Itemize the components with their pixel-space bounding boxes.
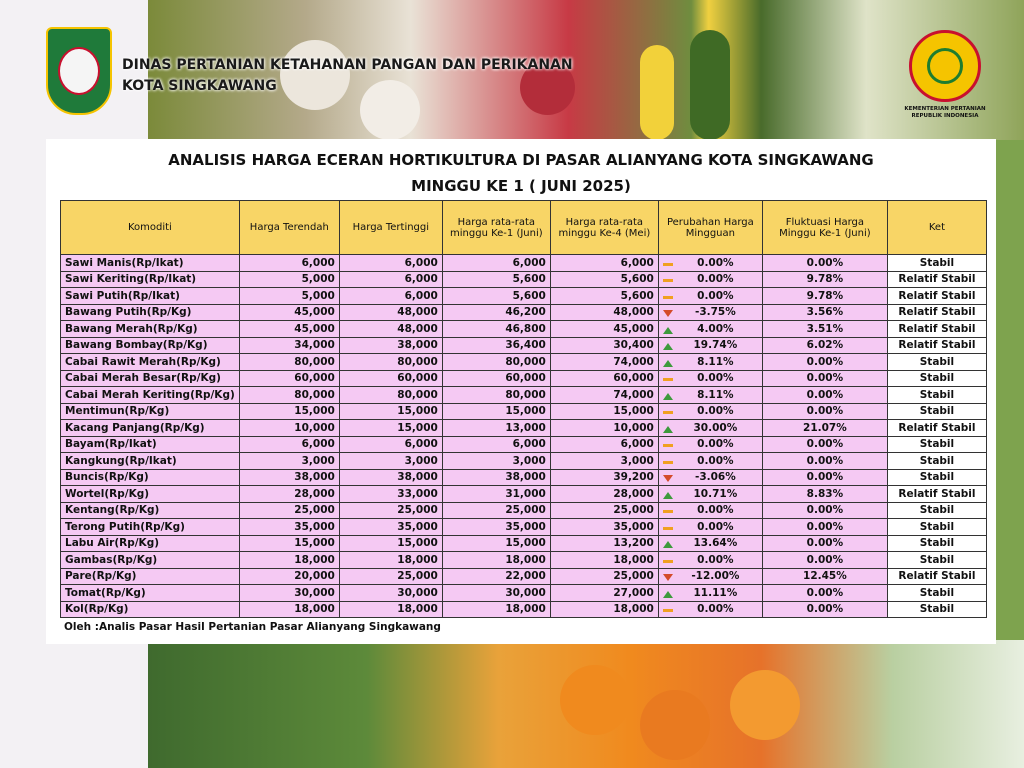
header-weekly-change: Perubahan Harga Mingguan bbox=[658, 201, 762, 255]
cell-avg-week1: 15,000 bbox=[442, 535, 550, 552]
cell-fluctuation: 0.00% bbox=[762, 585, 887, 602]
cell-harga-tertinggi: 6,000 bbox=[339, 271, 442, 288]
cell-komoditi: Bawang Bombay(Rp/Kg) bbox=[61, 337, 240, 354]
cell-avg-week4: 27,000 bbox=[550, 585, 658, 602]
cell-harga-tertinggi: 15,000 bbox=[339, 403, 442, 420]
cell-avg-week4: 5,600 bbox=[550, 288, 658, 305]
table-row bbox=[61, 420, 987, 437]
cell-harga-tertinggi: 25,000 bbox=[339, 568, 442, 585]
table-row bbox=[61, 387, 987, 404]
change-value: 0.00% bbox=[697, 438, 734, 451]
change-value: 0.00% bbox=[697, 603, 734, 616]
trend-down-icon bbox=[663, 475, 673, 482]
cell-harga-tertinggi: 35,000 bbox=[339, 519, 442, 536]
table-header-row bbox=[61, 201, 987, 255]
change-value: 0.00% bbox=[697, 273, 734, 286]
cell-harga-tertinggi: 25,000 bbox=[339, 502, 442, 519]
trend-flat-icon bbox=[663, 296, 673, 299]
table-row bbox=[61, 304, 987, 321]
cell-avg-week4: 28,000 bbox=[550, 486, 658, 503]
trend-up-icon bbox=[663, 393, 673, 400]
cell-avg-week4: 25,000 bbox=[550, 568, 658, 585]
cell-komoditi: Cabai Merah Besar(Rp/Kg) bbox=[61, 370, 240, 387]
cell-fluctuation: 0.00% bbox=[762, 453, 887, 470]
cell-harga-terendah: 34,000 bbox=[239, 337, 339, 354]
cell-weekly-change bbox=[658, 304, 762, 321]
cell-avg-week4: 48,000 bbox=[550, 304, 658, 321]
cell-avg-week4: 6,000 bbox=[550, 436, 658, 453]
table-row bbox=[61, 321, 987, 338]
cell-fluctuation: 0.00% bbox=[762, 354, 887, 371]
cell-weekly-change bbox=[658, 255, 762, 272]
cell-fluctuation: 6.02% bbox=[762, 337, 887, 354]
ministry-seal-icon bbox=[909, 30, 981, 102]
cell-harga-terendah: 20,000 bbox=[239, 568, 339, 585]
cell-harga-terendah: 80,000 bbox=[239, 387, 339, 404]
table-row bbox=[61, 601, 987, 618]
cell-harga-terendah: 15,000 bbox=[239, 535, 339, 552]
cell-fluctuation: 0.00% bbox=[762, 519, 887, 536]
cell-fluctuation: 8.83% bbox=[762, 486, 887, 503]
cell-weekly-change bbox=[658, 453, 762, 470]
change-value: 19.74% bbox=[693, 339, 738, 352]
change-value: 8.11% bbox=[697, 388, 734, 401]
trend-up-icon bbox=[663, 426, 673, 433]
source-note: Oleh :Analis Pasar Hasil Pertanian Pasar Alianyang Singkawang bbox=[64, 621, 441, 633]
cell-harga-terendah: 25,000 bbox=[239, 502, 339, 519]
cell-ket: Stabil bbox=[887, 403, 986, 420]
cell-weekly-change bbox=[658, 568, 762, 585]
cell-komoditi: Wortel(Rp/Kg) bbox=[61, 486, 240, 503]
cell-avg-week1: 22,000 bbox=[442, 568, 550, 585]
table-row bbox=[61, 453, 987, 470]
cell-weekly-change bbox=[658, 469, 762, 486]
trend-up-icon bbox=[663, 343, 673, 350]
cell-harga-terendah: 18,000 bbox=[239, 601, 339, 618]
trend-down-icon bbox=[663, 574, 673, 581]
ministry-of-agriculture-logo bbox=[904, 30, 986, 120]
cell-avg-week4: 35,000 bbox=[550, 519, 658, 536]
cell-avg-week1: 35,000 bbox=[442, 519, 550, 536]
cell-ket: Relatif Stabil bbox=[887, 288, 986, 305]
cell-ket: Stabil bbox=[887, 502, 986, 519]
cell-avg-week1: 6,000 bbox=[442, 255, 550, 272]
cell-weekly-change bbox=[658, 535, 762, 552]
cell-fluctuation: 0.00% bbox=[762, 601, 887, 618]
cell-fluctuation: 0.00% bbox=[762, 469, 887, 486]
cell-ket: Relatif Stabil bbox=[887, 420, 986, 437]
cell-fluctuation: 0.00% bbox=[762, 552, 887, 569]
table-row bbox=[61, 469, 987, 486]
trend-flat-icon bbox=[663, 609, 673, 612]
change-value: -3.06% bbox=[694, 471, 736, 484]
cell-komoditi: Kangkung(Rp/Ikat) bbox=[61, 453, 240, 470]
cell-avg-week1: 15,000 bbox=[442, 403, 550, 420]
cell-harga-tertinggi: 38,000 bbox=[339, 469, 442, 486]
cell-komoditi: Kol(Rp/Kg) bbox=[61, 601, 240, 618]
cell-avg-week4: 25,000 bbox=[550, 502, 658, 519]
cell-fluctuation: 3.51% bbox=[762, 321, 887, 338]
header-ket: Ket bbox=[887, 201, 986, 255]
singkawang-city-emblem-logo bbox=[46, 27, 112, 115]
cell-fluctuation: 9.78% bbox=[762, 288, 887, 305]
cell-harga-terendah: 18,000 bbox=[239, 552, 339, 569]
table-row bbox=[61, 337, 987, 354]
table-row bbox=[61, 585, 987, 602]
table-row bbox=[61, 552, 987, 569]
cell-harga-terendah: 3,000 bbox=[239, 453, 339, 470]
cell-harga-tertinggi: 33,000 bbox=[339, 486, 442, 503]
cell-avg-week4: 10,000 bbox=[550, 420, 658, 437]
change-value: 0.00% bbox=[697, 289, 734, 302]
cell-fluctuation: 0.00% bbox=[762, 387, 887, 404]
cell-fluctuation: 0.00% bbox=[762, 370, 887, 387]
cell-weekly-change bbox=[658, 601, 762, 618]
cell-komoditi: Kacang Panjang(Rp/Kg) bbox=[61, 420, 240, 437]
header-avg-week1: Harga rata-rata minggu Ke-1 (Juni) bbox=[442, 201, 550, 255]
cell-komoditi: Cabai Rawit Merah(Rp/Kg) bbox=[61, 354, 240, 371]
table-row bbox=[61, 436, 987, 453]
table-row bbox=[61, 271, 987, 288]
cell-harga-terendah: 38,000 bbox=[239, 469, 339, 486]
cell-avg-week4: 74,000 bbox=[550, 354, 658, 371]
cell-komoditi: Terong Putih(Rp/Kg) bbox=[61, 519, 240, 536]
cell-weekly-change bbox=[658, 519, 762, 536]
trend-flat-icon bbox=[663, 527, 673, 530]
cell-ket: Stabil bbox=[887, 354, 986, 371]
change-value: 0.00% bbox=[697, 405, 734, 418]
change-value: 0.00% bbox=[697, 520, 734, 533]
cell-fluctuation: 0.00% bbox=[762, 255, 887, 272]
table-row bbox=[61, 568, 987, 585]
trend-flat-icon bbox=[663, 263, 673, 266]
trend-up-icon bbox=[663, 591, 673, 598]
cell-ket: Relatif Stabil bbox=[887, 304, 986, 321]
trend-up-icon bbox=[663, 327, 673, 334]
header-harga-tertinggi: Harga Tertinggi bbox=[339, 201, 442, 255]
cell-harga-terendah: 15,000 bbox=[239, 403, 339, 420]
report-panel bbox=[46, 139, 996, 644]
trend-down-icon bbox=[663, 310, 673, 317]
report-title: ANALISIS HARGA ECERAN HORTIKULTURA DI PASAR ALIANYANG KOTA SINGKAWANG bbox=[168, 151, 874, 169]
agency-name bbox=[122, 55, 573, 97]
cell-komoditi: Bawang Putih(Rp/Kg) bbox=[61, 304, 240, 321]
cell-avg-week1: 3,000 bbox=[442, 453, 550, 470]
change-value: 11.11% bbox=[693, 586, 738, 599]
cell-weekly-change bbox=[658, 436, 762, 453]
table-row bbox=[61, 502, 987, 519]
cell-komoditi: Pare(Rp/Kg) bbox=[61, 568, 240, 585]
cell-avg-week4: 30,400 bbox=[550, 337, 658, 354]
table-row bbox=[61, 403, 987, 420]
cell-harga-tertinggi: 80,000 bbox=[339, 354, 442, 371]
cell-harga-terendah: 10,000 bbox=[239, 420, 339, 437]
cell-komoditi: Cabai Merah Keriting(Rp/Kg) bbox=[61, 387, 240, 404]
cell-harga-tertinggi: 6,000 bbox=[339, 255, 442, 272]
cell-weekly-change bbox=[658, 403, 762, 420]
cell-avg-week4: 15,000 bbox=[550, 403, 658, 420]
change-value: 4.00% bbox=[697, 322, 734, 335]
cell-komoditi: Labu Air(Rp/Kg) bbox=[61, 535, 240, 552]
agency-name-line1: DINAS PERTANIAN KETAHANAN PANGAN DAN PERIKANAN bbox=[122, 57, 573, 73]
cell-harga-tertinggi: 6,000 bbox=[339, 288, 442, 305]
cell-avg-week4: 5,600 bbox=[550, 271, 658, 288]
ministry-name-line2: REPUBLIK INDONESIA bbox=[911, 113, 979, 119]
cell-harga-tertinggi: 6,000 bbox=[339, 436, 442, 453]
cell-avg-week1: 5,600 bbox=[442, 288, 550, 305]
change-value: 0.00% bbox=[697, 454, 734, 467]
cell-avg-week1: 30,000 bbox=[442, 585, 550, 602]
cell-avg-week4: 13,200 bbox=[550, 535, 658, 552]
cell-avg-week1: 80,000 bbox=[442, 387, 550, 404]
cell-fluctuation: 0.00% bbox=[762, 502, 887, 519]
cell-fluctuation: 0.00% bbox=[762, 403, 887, 420]
cell-weekly-change bbox=[658, 370, 762, 387]
table-row bbox=[61, 354, 987, 371]
table-row bbox=[61, 370, 987, 387]
cell-fluctuation: 12.45% bbox=[762, 568, 887, 585]
cell-ket: Stabil bbox=[887, 453, 986, 470]
trend-flat-icon bbox=[663, 444, 673, 447]
trend-flat-icon bbox=[663, 279, 673, 282]
cell-avg-week1: 6,000 bbox=[442, 436, 550, 453]
cell-avg-week4: 18,000 bbox=[550, 552, 658, 569]
cell-weekly-change bbox=[658, 337, 762, 354]
change-value: -3.75% bbox=[694, 306, 736, 319]
cell-harga-terendah: 45,000 bbox=[239, 304, 339, 321]
cell-avg-week1: 25,000 bbox=[442, 502, 550, 519]
cell-ket: Relatif Stabil bbox=[887, 321, 986, 338]
cell-weekly-change bbox=[658, 354, 762, 371]
cell-avg-week1: 38,000 bbox=[442, 469, 550, 486]
cell-komoditi: Sawi Manis(Rp/Ikat) bbox=[61, 255, 240, 272]
cell-ket: Relatif Stabil bbox=[887, 271, 986, 288]
cell-komoditi: Sawi Putih(Rp/Ikat) bbox=[61, 288, 240, 305]
cell-ket: Stabil bbox=[887, 535, 986, 552]
cell-avg-week1: 18,000 bbox=[442, 552, 550, 569]
cell-avg-week1: 36,400 bbox=[442, 337, 550, 354]
cell-ket: Relatif Stabil bbox=[887, 486, 986, 503]
trend-flat-icon bbox=[663, 378, 673, 381]
cell-harga-terendah: 60,000 bbox=[239, 370, 339, 387]
cell-avg-week4: 60,000 bbox=[550, 370, 658, 387]
cell-avg-week1: 31,000 bbox=[442, 486, 550, 503]
cell-ket: Stabil bbox=[887, 469, 986, 486]
cell-harga-tertinggi: 15,000 bbox=[339, 535, 442, 552]
cell-komoditi: Buncis(Rp/Kg) bbox=[61, 469, 240, 486]
ministry-name-line1: KEMENTERIAN PERTANIAN bbox=[904, 106, 986, 112]
cell-ket: Stabil bbox=[887, 436, 986, 453]
cell-harga-terendah: 30,000 bbox=[239, 585, 339, 602]
cell-harga-tertinggi: 48,000 bbox=[339, 304, 442, 321]
change-value: 0.00% bbox=[697, 553, 734, 566]
cell-avg-week4: 6,000 bbox=[550, 255, 658, 272]
cell-weekly-change bbox=[658, 420, 762, 437]
header-avg-week4: Harga rata-rata minggu Ke-4 (Mei) bbox=[550, 201, 658, 255]
header-harga-terendah: Harga Terendah bbox=[239, 201, 339, 255]
cell-komoditi: Sawi Keriting(Rp/Ikat) bbox=[61, 271, 240, 288]
cell-komoditi: Bawang Merah(Rp/Kg) bbox=[61, 321, 240, 338]
cell-avg-week4: 3,000 bbox=[550, 453, 658, 470]
cell-weekly-change bbox=[658, 288, 762, 305]
cell-avg-week1: 80,000 bbox=[442, 354, 550, 371]
cell-avg-week4: 39,200 bbox=[550, 469, 658, 486]
cell-avg-week4: 74,000 bbox=[550, 387, 658, 404]
cell-harga-terendah: 5,000 bbox=[239, 288, 339, 305]
cell-ket: Relatif Stabil bbox=[887, 337, 986, 354]
cell-harga-tertinggi: 80,000 bbox=[339, 387, 442, 404]
cell-ket: Stabil bbox=[887, 370, 986, 387]
cell-avg-week1: 46,200 bbox=[442, 304, 550, 321]
cell-avg-week1: 60,000 bbox=[442, 370, 550, 387]
cell-avg-week1: 5,600 bbox=[442, 271, 550, 288]
cell-harga-terendah: 6,000 bbox=[239, 255, 339, 272]
cell-weekly-change bbox=[658, 321, 762, 338]
cell-weekly-change bbox=[658, 486, 762, 503]
cell-ket: Stabil bbox=[887, 585, 986, 602]
cell-weekly-change bbox=[658, 271, 762, 288]
cell-avg-week1: 46,800 bbox=[442, 321, 550, 338]
cell-harga-terendah: 5,000 bbox=[239, 271, 339, 288]
cell-harga-tertinggi: 60,000 bbox=[339, 370, 442, 387]
table-row bbox=[61, 288, 987, 305]
cell-fluctuation: 9.78% bbox=[762, 271, 887, 288]
cell-harga-terendah: 80,000 bbox=[239, 354, 339, 371]
trend-up-icon bbox=[663, 492, 673, 499]
trend-flat-icon bbox=[663, 461, 673, 464]
trend-up-icon bbox=[663, 541, 673, 548]
trend-flat-icon bbox=[663, 510, 673, 513]
table-row bbox=[61, 535, 987, 552]
change-value: 8.11% bbox=[697, 355, 734, 368]
cell-harga-tertinggi: 18,000 bbox=[339, 552, 442, 569]
cell-fluctuation: 0.00% bbox=[762, 436, 887, 453]
cell-ket: Stabil bbox=[887, 255, 986, 272]
header-komoditi: Komoditi bbox=[61, 201, 240, 255]
trend-flat-icon bbox=[663, 411, 673, 414]
price-table bbox=[60, 200, 987, 618]
cell-weekly-change bbox=[658, 552, 762, 569]
agency-name-line2: KOTA SINGKAWANG bbox=[122, 78, 277, 94]
cell-harga-tertinggi: 18,000 bbox=[339, 601, 442, 618]
cell-avg-week1: 18,000 bbox=[442, 601, 550, 618]
cell-ket: Relatif Stabil bbox=[887, 568, 986, 585]
change-value: 30.00% bbox=[693, 421, 738, 434]
cell-fluctuation: 0.00% bbox=[762, 535, 887, 552]
cell-weekly-change bbox=[658, 502, 762, 519]
cell-harga-tertinggi: 15,000 bbox=[339, 420, 442, 437]
cell-ket: Stabil bbox=[887, 601, 986, 618]
cell-avg-week1: 13,000 bbox=[442, 420, 550, 437]
cell-avg-week4: 45,000 bbox=[550, 321, 658, 338]
cell-komoditi: Kentang(Rp/Kg) bbox=[61, 502, 240, 519]
cell-fluctuation: 21.07% bbox=[762, 420, 887, 437]
cell-harga-terendah: 28,000 bbox=[239, 486, 339, 503]
cell-weekly-change bbox=[658, 387, 762, 404]
table-row bbox=[61, 255, 987, 272]
cell-harga-tertinggi: 3,000 bbox=[339, 453, 442, 470]
change-value: 0.00% bbox=[697, 256, 734, 269]
change-value: 10.71% bbox=[693, 487, 738, 500]
trend-up-icon bbox=[663, 360, 673, 367]
report-subtitle: MINGGU KE 1 ( JUNI 2025) bbox=[411, 177, 631, 195]
cell-harga-tertinggi: 48,000 bbox=[339, 321, 442, 338]
cell-harga-terendah: 45,000 bbox=[239, 321, 339, 338]
change-value: 13.64% bbox=[693, 537, 738, 550]
cell-komoditi: Gambas(Rp/Kg) bbox=[61, 552, 240, 569]
cell-komoditi: Tomat(Rp/Kg) bbox=[61, 585, 240, 602]
cell-avg-week4: 18,000 bbox=[550, 601, 658, 618]
table-row bbox=[61, 519, 987, 536]
cell-harga-terendah: 35,000 bbox=[239, 519, 339, 536]
cell-ket: Stabil bbox=[887, 552, 986, 569]
cell-harga-tertinggi: 38,000 bbox=[339, 337, 442, 354]
table-row bbox=[61, 486, 987, 503]
cell-harga-terendah: 6,000 bbox=[239, 436, 339, 453]
cell-fluctuation: 3.56% bbox=[762, 304, 887, 321]
cell-ket: Stabil bbox=[887, 519, 986, 536]
cell-harga-tertinggi: 30,000 bbox=[339, 585, 442, 602]
change-value: -12.00% bbox=[691, 570, 740, 583]
cell-komoditi: Bayam(Rp/Ikat) bbox=[61, 436, 240, 453]
change-value: 0.00% bbox=[697, 504, 734, 517]
cell-weekly-change bbox=[658, 585, 762, 602]
trend-flat-icon bbox=[663, 560, 673, 563]
change-value: 0.00% bbox=[697, 372, 734, 385]
cell-ket: Stabil bbox=[887, 387, 986, 404]
cell-komoditi: Mentimun(Rp/Kg) bbox=[61, 403, 240, 420]
header-fluctuation: Fluktuasi Harga Minggu Ke-1 (Juni) bbox=[762, 201, 887, 255]
